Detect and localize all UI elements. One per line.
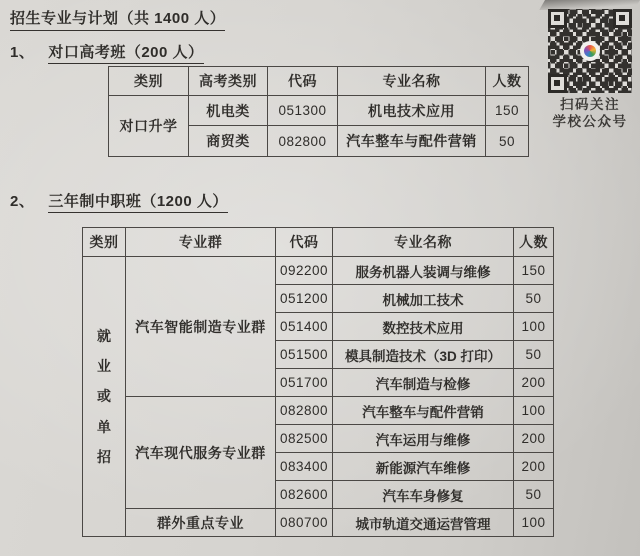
header-code: 代码: [276, 228, 333, 257]
qr-code-icon: [548, 9, 632, 93]
section2-heading-text: 三年制中职班（1200 人）: [48, 193, 228, 213]
major-cell: 新能源汽车维修: [333, 453, 514, 481]
major-cell: 数控技术应用: [333, 313, 514, 341]
category-vertical-text: 就业或单招: [97, 328, 112, 465]
major-cell: 机械加工技术: [333, 285, 514, 313]
count-cell: 200: [514, 453, 554, 481]
major-cell: 机电技术应用: [338, 96, 486, 126]
header-category: 类别: [109, 67, 189, 96]
code-cell: 051400: [276, 313, 333, 341]
major-cell: 模具制造技术（3D 打印）: [333, 341, 514, 369]
vocational-exam-table: [108, 66, 529, 157]
major-group-cell: 群外重点专业: [126, 509, 276, 537]
count-cell: 150: [486, 96, 529, 126]
section1-heading: [10, 41, 204, 62]
header-code: 代码: [268, 67, 338, 96]
qr-caption-line2: 学校公众号: [552, 114, 628, 129]
major-cell: 汽车运用与维修: [333, 425, 514, 453]
header-major-name: 专业名称: [338, 67, 486, 96]
major-group-cell: 汽车现代服务专业群: [126, 397, 276, 509]
section1-number: 1、: [10, 44, 35, 61]
section2-number: 2、: [10, 193, 35, 210]
major-cell: 汽车车身修复: [333, 481, 514, 509]
count-cell: 50: [514, 481, 554, 509]
count-cell: 50: [514, 285, 554, 313]
section1-heading-text: 对口高考班（200 人）: [48, 44, 203, 64]
category-cell: 对口升学: [109, 96, 189, 157]
code-cell: 080700: [276, 509, 333, 537]
header-count: 人数: [486, 67, 529, 96]
major-cell: 汽车制造与检修: [333, 369, 514, 397]
major-group-cell: 汽车智能制造专业群: [126, 257, 276, 397]
code-cell: 082500: [276, 425, 333, 453]
table-row: [109, 96, 529, 126]
category-cell: [83, 257, 126, 537]
code-cell: 082800: [276, 397, 333, 425]
count-cell: 100: [514, 313, 554, 341]
code-cell: 051200: [276, 285, 333, 313]
major-cell: 汽车整车与配件营销: [333, 397, 514, 425]
code-cell: 082800: [268, 126, 338, 157]
qr-finder-top-right-icon: [613, 9, 632, 28]
count-cell: 200: [514, 425, 554, 453]
header-major-name: 专业名称: [333, 228, 514, 257]
major-cell: 汽车整车与配件营销: [338, 126, 486, 157]
count-cell: 200: [514, 369, 554, 397]
table-row: [83, 509, 554, 537]
qr-center-logo-icon: [580, 41, 600, 61]
code-cell: 083400: [276, 453, 333, 481]
qr-panel: [548, 9, 632, 130]
table-row: [83, 397, 554, 425]
major-cell: 城市轨道交通运营管理: [333, 509, 514, 537]
page-title: 招生专业与计划（共 1400 人）: [10, 7, 225, 31]
count-cell: 50: [486, 126, 529, 157]
header-major-group: 专业群: [126, 228, 276, 257]
count-cell: 50: [514, 341, 554, 369]
table-header-row: [83, 228, 554, 257]
header-category: 类别: [83, 228, 126, 257]
code-cell: 051300: [268, 96, 338, 126]
count-cell: 100: [514, 397, 554, 425]
secondary-vocational-table: [82, 227, 554, 537]
qr-finder-bottom-left-icon: [548, 74, 567, 93]
code-cell: 092200: [276, 257, 333, 285]
code-cell: 051500: [276, 341, 333, 369]
major-cell: 服务机器人装调与维修: [333, 257, 514, 285]
section2-heading: [10, 190, 228, 211]
exam-type-cell: 机电类: [189, 96, 268, 126]
qr-finder-top-left-icon: [548, 9, 567, 28]
table-row: [83, 257, 554, 285]
exam-type-cell: 商贸类: [189, 126, 268, 157]
header-count: 人数: [514, 228, 554, 257]
count-cell: 150: [514, 257, 554, 285]
table-header-row: [109, 67, 529, 96]
count-cell: 100: [514, 509, 554, 537]
code-cell: 051700: [276, 369, 333, 397]
code-cell: 082600: [276, 481, 333, 509]
header-exam-type: 高考类别: [189, 67, 268, 96]
qr-caption-line1: 扫码关注: [560, 97, 620, 112]
